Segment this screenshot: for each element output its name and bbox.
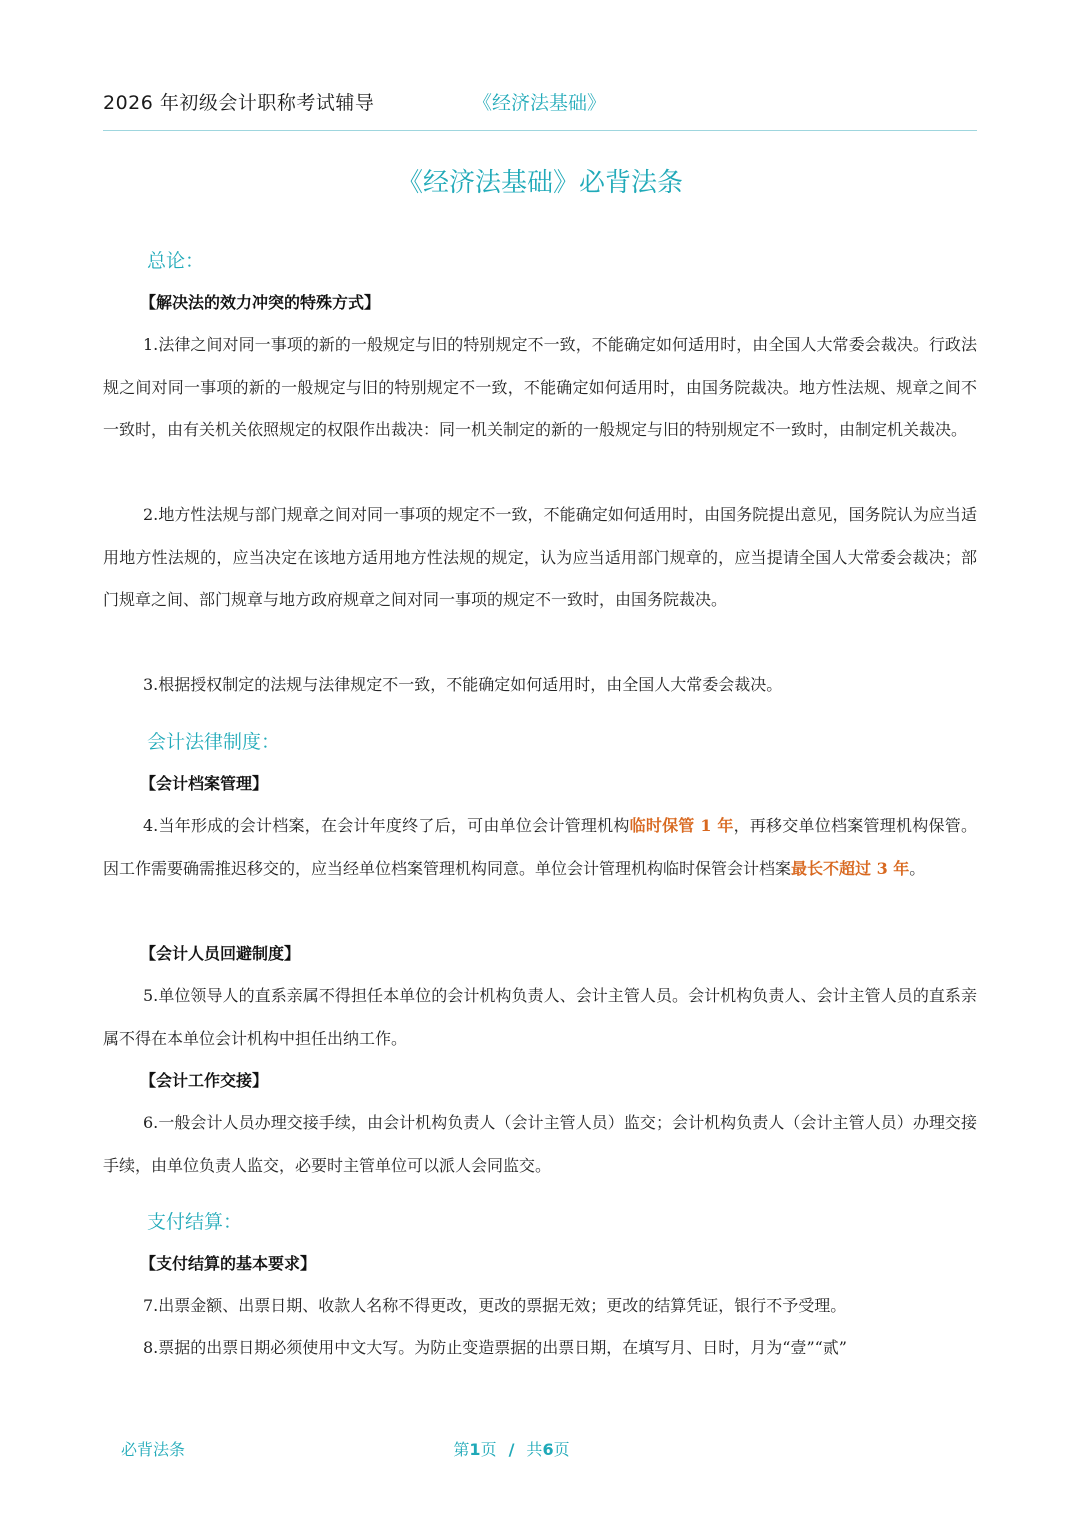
clause-text: 3.根据授权制定的法规与法律规定不一致，不能确定如何适用时，由全国人大常委会裁决。	[143, 675, 783, 694]
page-header	[103, 88, 977, 118]
clause-text: 7.出票金额、出票日期、收款人名称不得更改，更改的票据无效；更改的结算凭证，银行不予受理。	[143, 1296, 847, 1315]
highlighted-term: 最长不超过 3 年	[791, 858, 910, 878]
clause-1	[103, 324, 977, 452]
current-page-number: 1	[469, 1440, 481, 1459]
clause-2	[103, 494, 977, 622]
total-page-number: 6	[542, 1440, 554, 1459]
clause-7	[103, 1285, 977, 1328]
clause-5	[103, 975, 977, 1060]
clause-text: 6.一般会计人员办理交接手续，由会计机构负责人（会计主管人员）监交；会计机构负责人（会计主管人员）办理交接手续，由单位负责人监交，必要时主管单位可以派人会同监交。	[103, 1113, 977, 1175]
document-title: 《经济法基础》必背法条	[396, 168, 683, 198]
clause-text: 8.票据的出票日期必须使用中文大写。为防止变造票据的出票日期，在填写月、日时，月为“壹”“贰”	[143, 1338, 847, 1357]
subheading-avoidance-system: 【会计人员回避制度】	[140, 944, 301, 963]
total-suffix: 页	[553, 1440, 570, 1459]
clause-4	[103, 805, 977, 890]
subheading-archive-management: 【会计档案管理】	[140, 774, 269, 793]
section-heading-accounting: 会计法律制度：	[147, 731, 281, 753]
total-prefix: 共	[526, 1440, 543, 1459]
header-book-title: 《经济法基础》	[473, 92, 607, 114]
clause-text: 。	[909, 858, 926, 878]
clause-text: 2.地方性法规与部门规章之间对同一事项的规定不一致，不能确定如何适用时，由国务院提出意见，国务院认为应当适用地方性法规的，应当决定在该地方适用地方性法规的规定，认为应当适用部门规章的，应当提请全国人大常委会裁决；部门规章之间、部门规章与地方政府规章之间对同一事项的规定不一致时，由国务院裁决。	[103, 505, 977, 609]
page-separator: /	[508, 1440, 515, 1459]
clause-text: ，再移交单位档案管理机构保管。因工作需要确需推迟移交的，应当经单位档案管理机构同意。单位会计管理机构临时保管会计档案	[103, 816, 977, 878]
section-heading-general: 总论：	[147, 250, 205, 272]
highlighted-term: 临时保管 1 年	[629, 816, 734, 835]
subheading-payment-requirements: 【支付结算的基本要求】	[140, 1254, 317, 1273]
clause-3	[103, 664, 977, 707]
subheading-conflict-resolution: 【解决法的效力冲突的特殊方式】	[140, 293, 381, 312]
clause-8	[103, 1327, 977, 1370]
clause-text: 5.单位领导人的直系亲属不得担任本单位的会计机构负责人、会计主管人员。会计机构负责人、会计主管人员的直系亲属不得在本单位会计机构中担任出纳工作。	[103, 986, 977, 1048]
subheading-work-handover: 【会计工作交接】	[140, 1071, 269, 1090]
clause-text: 1.法律之间对同一事项的新的一般规定与旧的特别规定不一致，不能确定如何适用时，由全国人大常委会裁决。行政法规之间对同一事项的新的一般规定与旧的特别规定不一致，不能确定如何适用时，由国务院裁决。地方性法规、规章之间不一致时，由有关机关依照规定的权限作出裁决：同一机关制定的新的一般规定与旧的特别规定不一致时，由制定机关裁决。	[103, 335, 977, 439]
clause-text: 4.当年形成的会计档案，在会计年度终了后，可由单位会计管理机构	[143, 816, 630, 835]
page-prefix: 第	[453, 1440, 470, 1459]
page-suffix: 页	[480, 1440, 497, 1459]
header-divider	[103, 130, 977, 131]
page-indicator	[0, 1436, 1023, 1464]
header-course-title: 2026 年初级会计职称考试辅导	[103, 92, 375, 114]
section-heading-payment: 支付结算：	[147, 1211, 243, 1233]
clause-6	[103, 1102, 977, 1187]
footer-label: 必背法条	[121, 1440, 186, 1459]
